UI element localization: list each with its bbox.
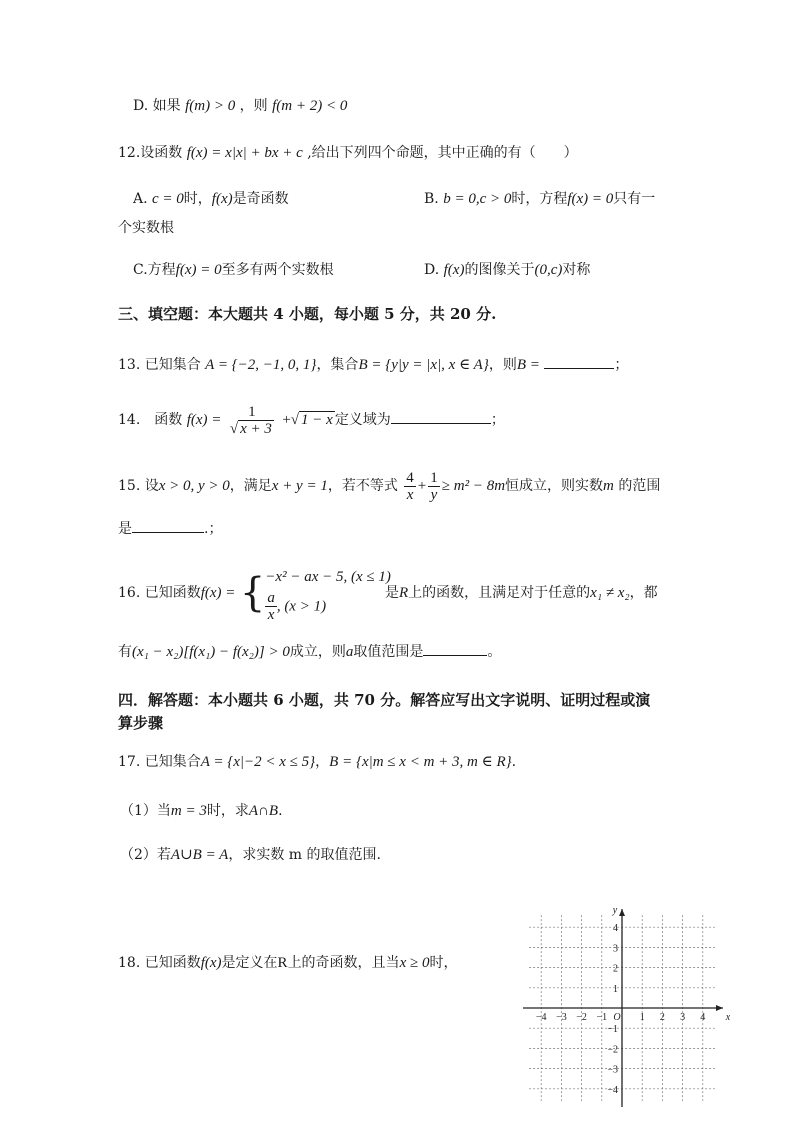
x-tick-label: 3 xyxy=(680,1012,686,1023)
x-tick-label: 1 xyxy=(639,1012,645,1023)
x-tick-label: 4 xyxy=(700,1012,706,1023)
y-tick-label: 4 xyxy=(613,923,618,935)
y-tick-label: 3 xyxy=(613,943,618,955)
fraction: $\frac{1}{√ x + 3}$ xyxy=(229,403,272,437)
prev-option-d: D. 如果 f(m) > 0 ，则 f(m + 2) < 0 xyxy=(133,98,348,114)
question-12-option-a: A. c = 0时，f(x)是奇函数 xyxy=(133,191,289,207)
y-tick-label: 1 xyxy=(613,983,618,995)
question-17: 17. 已知集合A = {x|−2 < x ≤ 5}，B = {x|m ≤ x < m + 3, m ∈ R}. xyxy=(118,754,517,770)
y-axis-label: y xyxy=(612,905,618,917)
answer-blank-13[interactable] xyxy=(544,354,614,369)
y-tick-label: −4 xyxy=(607,1084,618,1096)
axes xyxy=(523,909,723,1107)
question-18: 18. 已知函数f(x)是定义在R上的奇函数，且当x ≥ 0时， xyxy=(118,955,458,971)
question-14: 14. 函数 f(x) = $\frac{1}{√ x + 3}$ +√ 1 − x 定义域为 ； xyxy=(118,403,505,437)
question-12-option-d: D. f(x)的图像关于(0,c)对称 xyxy=(424,262,591,278)
origin-label: O xyxy=(613,1012,621,1023)
section-4-heading-continued: 算步骤 xyxy=(118,714,164,732)
x-tick-label: −4 xyxy=(535,1012,547,1023)
tick-labels xyxy=(536,905,731,1096)
question-12-option-c: C.方程f(x) = 0至多有两个实数根 xyxy=(133,262,334,278)
x-tick-label: 2 xyxy=(659,1012,665,1023)
y-tick-label: 2 xyxy=(613,963,618,975)
question-12-option-b-continued: 个实数根 xyxy=(118,220,174,236)
x-axis-arrow xyxy=(716,1005,723,1011)
question-17-part-2: （2）若A∪B = A，求实数 m 的取值范围. xyxy=(120,847,381,863)
section-3-heading: 三、填空题：本大题共 4 小题，每小题 5 分，共 20 分. xyxy=(118,305,497,323)
question-16-continued: 有(x₁ − x₂)[f(x₁) − f(x₂)] > 0成立，则a取值范围是 。 xyxy=(118,641,501,662)
question-16: 16. 已知函数f(x) = { −x² − ax − 5, (x ≤ 1) $\frac{a}{x}$ , (x > 1) xyxy=(118,568,391,623)
question-12-stem: 12.设函数 f(x) = x|x| + bx + c ,给出下列四个命题，其中正确的有（ ） xyxy=(118,145,578,161)
question-16-right-text: 是R上的函数，且满足对于任意的x₁ ≠ x₂，都 xyxy=(385,585,658,601)
coordinate-grid xyxy=(520,898,740,1108)
x-tick-label: −1 xyxy=(596,1012,608,1023)
y-tick-label: −3 xyxy=(607,1064,618,1076)
question-12-option-b: B. b = 0,c > 0时，方程f(x) = 0只有一 xyxy=(424,191,656,207)
answer-blank-14[interactable] xyxy=(391,409,491,424)
y-tick-label: −2 xyxy=(607,1044,618,1056)
question-15-continued: 是 .； xyxy=(118,518,222,539)
answer-blank-15[interactable] xyxy=(132,518,204,533)
x-tick-label: −3 xyxy=(556,1012,567,1023)
question-13: 13. 已知集合 A = {−2, −1, 0, 1}，集合B = {y|y = |x|, x ∈ A}，则B = ； xyxy=(118,354,628,375)
x-tick-label: −2 xyxy=(576,1012,587,1023)
section-4-heading: 四．解答题：本小题共 6 小题，共 70 分。解答应写出文字说明、证明过程或演 xyxy=(118,691,651,709)
question-15: 15. 设x > 0, y > 0，满足x + y = 1，若不等式 $\frac{4}{x}$ + $\frac{1}{y}$ ≥ m² − 8m恒成立，则实数m 的范围 xyxy=(118,469,661,503)
x-axis-label: x xyxy=(725,1012,731,1023)
y-tick-label: −1 xyxy=(607,1024,618,1036)
answer-blank-16[interactable] xyxy=(423,641,487,656)
question-17-part-1: （1）当m = 3时，求A∩B. xyxy=(120,803,283,819)
y-axis-arrow xyxy=(619,909,625,916)
